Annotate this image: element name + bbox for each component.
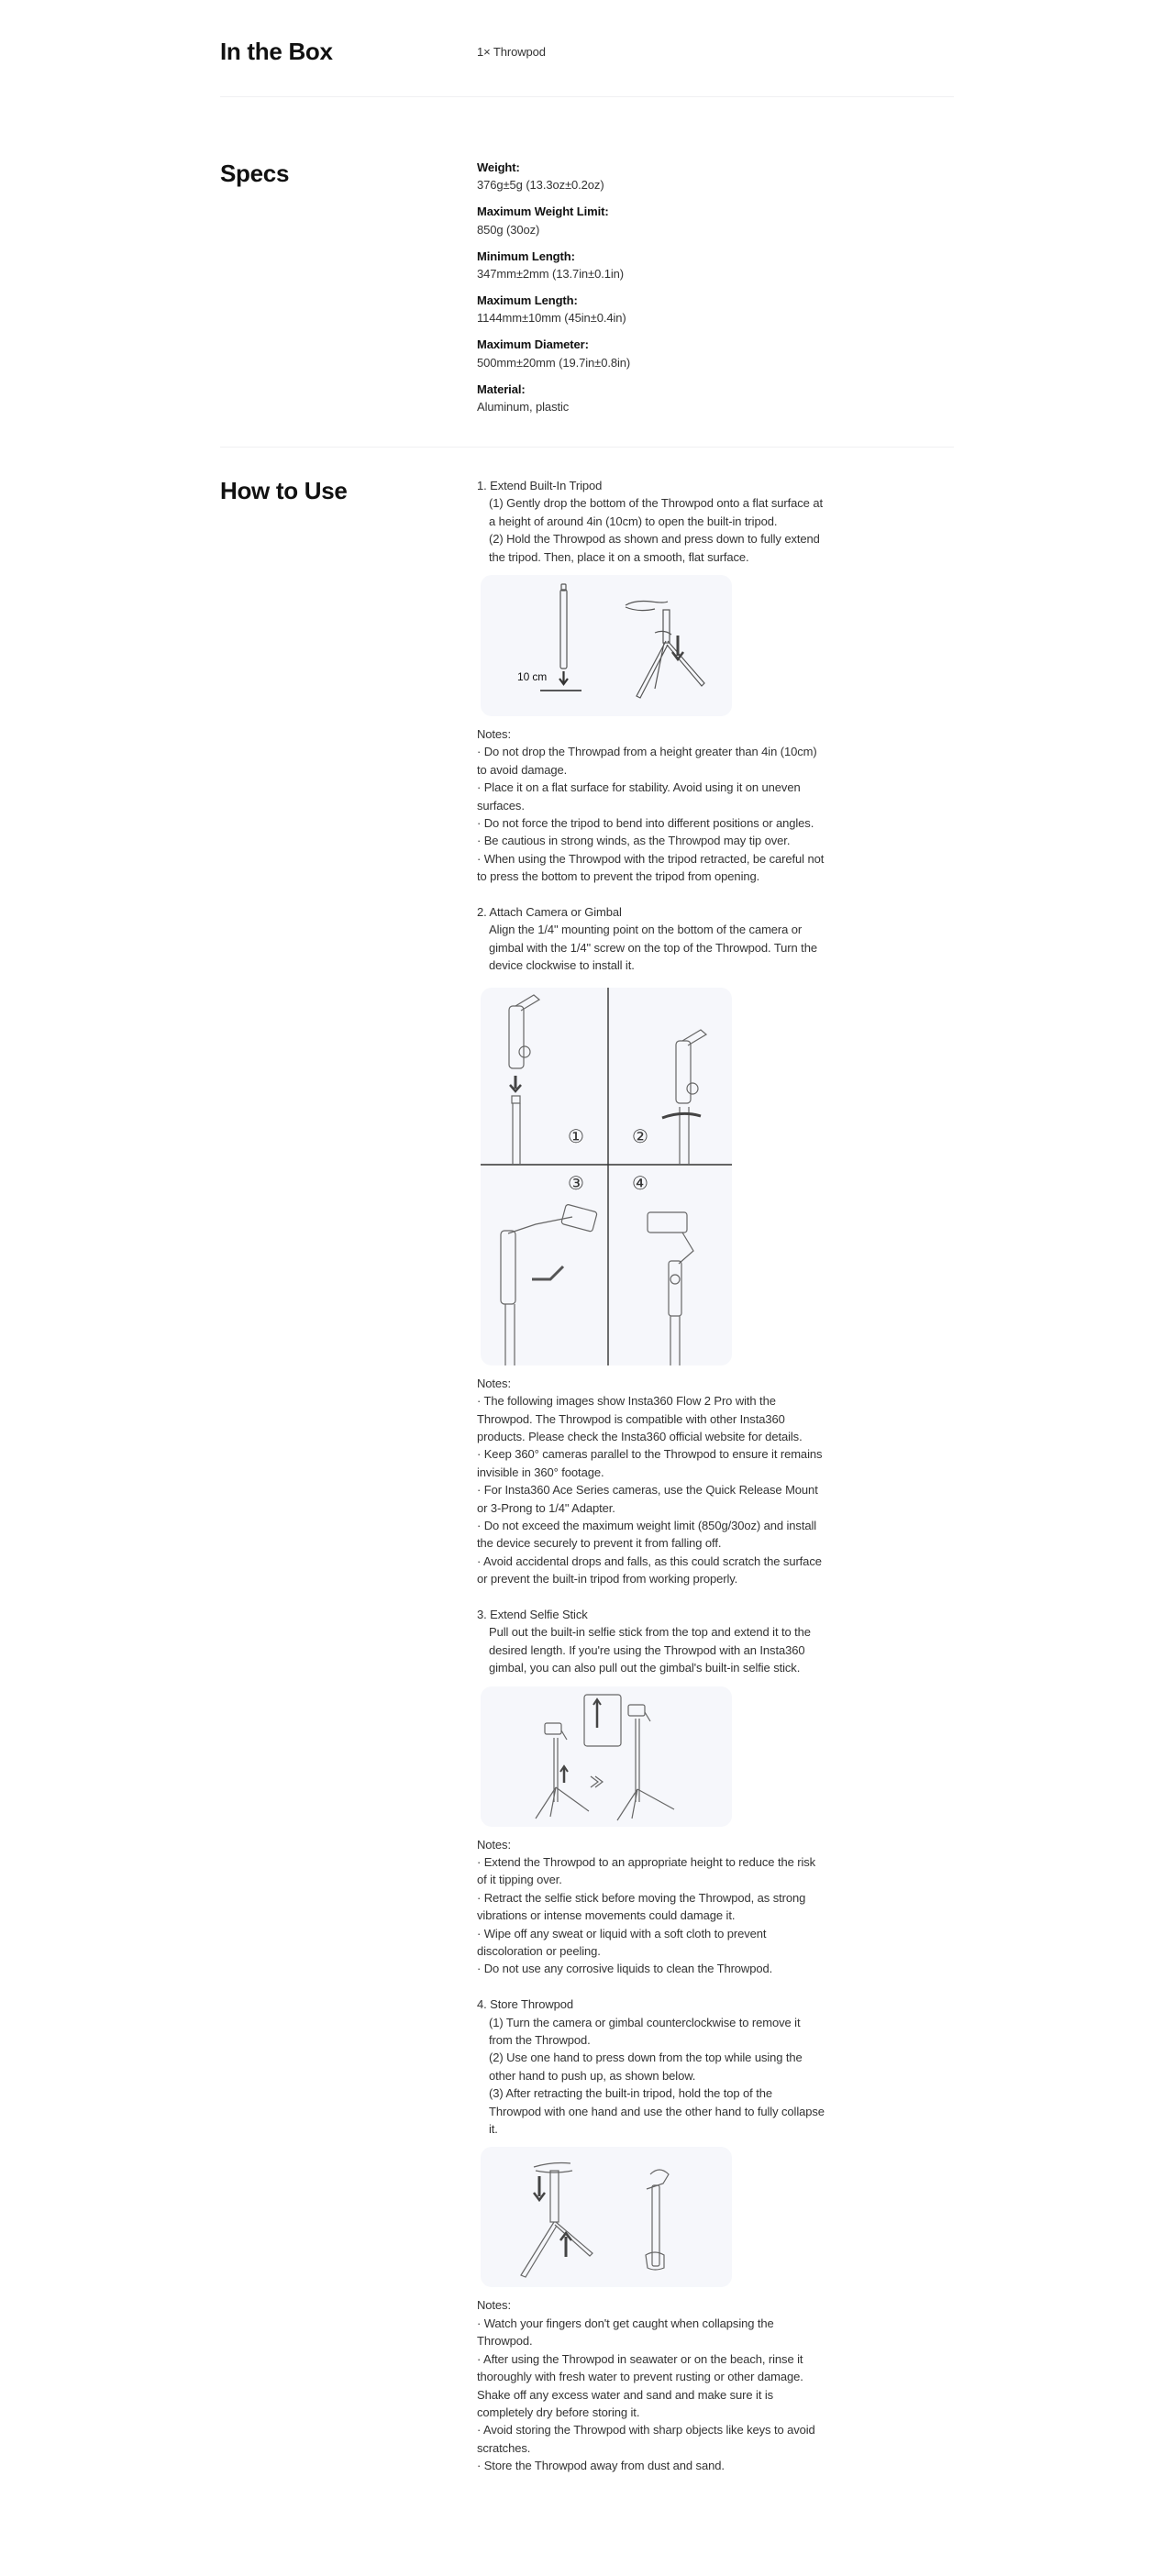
note-item: · Keep 360° cameras parallel to the Throwpod to ensure it remains invisible in 360° footage. <box>477 1447 823 1479</box>
note-item: · Watch your fingers don't get caught when collapsing the Throwpod. <box>477 2316 774 2349</box>
note-item: · Do not exceed the maximum weight limit (850g/30oz) and install the device securely to prevent it from falling off. <box>477 1518 817 1551</box>
store-throwpod-illustration <box>481 2147 732 2287</box>
spec-label: Maximum Length: <box>477 293 578 307</box>
specs-list <box>477 159 825 425</box>
selfie-stick-illustration <box>481 1686 732 1827</box>
note-item: · Avoid accidental drops and falls, as this could scratch the surface or prevent the built-in tripod from working properly. <box>477 1553 822 1587</box>
note-item: · Place it on a flat surface for stability. Avoid using it on uneven surfaces. <box>477 780 801 813</box>
notes-title: Notes: <box>477 1376 511 1390</box>
spec-value: Aluminum, plastic <box>477 399 570 414</box>
distance-label: 10 cm <box>517 670 548 684</box>
spec-value: 850g (30oz) <box>477 222 540 237</box>
attach-gimbal-illustration <box>481 988 732 1365</box>
note-item: · Avoid storing the Throwpod with sharp objects like keys to avoid scratches. <box>477 2423 815 2455</box>
divider <box>220 96 954 97</box>
spec-value: 376g±5g (13.3oz±0.2oz) <box>477 178 604 193</box>
note-item: · Retract the selfie stick before moving the Throwpod, as strong vibrations or intense movements could damage it. <box>477 1890 806 1923</box>
note-item: · After using the Throwpod in seawater or on the beach, rinse it thoroughly with fresh water to prevent rusting or other damage. Shake off any excess water and sand and make sure it is completely dry before storing it. <box>477 2351 803 2419</box>
spec-label: Weight: <box>477 160 520 174</box>
step-text: Align the 1/4" mounting point on the bottom of the camera or gimbal with the 1/4" screw on the top of the Throwpod. Turn the device clockwise to install it. <box>489 923 817 973</box>
step-text: (2) Use one hand to press down from the top while using the other hand to push up, as shown below. <box>489 2051 803 2083</box>
section-title: Specs <box>220 160 290 187</box>
step-title: 1. Extend Built-In Tripod <box>477 479 603 492</box>
note-item: · Wipe off any sweat or liquid with a soft cloth to prevent discoloration or peeling. <box>477 1926 767 1959</box>
note-item: · Do not use any corrosive liquids to clean the Throwpod. <box>477 1962 773 1976</box>
step-number-2: ② <box>632 1126 648 1147</box>
spec-label: Material: <box>477 381 526 396</box>
step-title: 2. Attach Camera or Gimbal <box>477 905 622 920</box>
step-text: (1) Gently drop the bottom of the Throwpod onto a flat surface at a height of around 4in (10cm) to open the built-in tripod. <box>489 496 823 528</box>
in-the-box-list <box>477 43 825 61</box>
note-item: · Store the Throwpod away from dust and sand. <box>477 2459 725 2473</box>
step-title: 4. Store Throwpod <box>477 1997 574 2012</box>
note-item: · Do not force the tripod to bend into different positions or angles. <box>477 816 814 831</box>
step-text: (2) Hold the Throwpod as shown and press down to fully extend the tripod. Then, place it on a smooth, flat surface. <box>489 532 820 564</box>
box-item: 1× Throwpod <box>477 45 546 59</box>
spec-value: 1144mm±10mm (45in±0.4in) <box>477 311 626 326</box>
note-item: · Do not drop the Throwpad from a height greater than 4in (10cm) to avoid damage. <box>477 745 817 777</box>
section-title: In the Box <box>220 38 333 65</box>
note-item: · When using the Throwpod with the tripod retracted, be careful not to press the bottom to prevent the tripod from opening. <box>477 851 825 884</box>
note-item: · Extend the Throwpod to an appropriate height to reduce the risk of it tipping over. <box>477 1855 816 1887</box>
note-item: · The following images show Insta360 Flow 2 Pro with the Throwpod. The Throwpod is compatible with other Insta360 products. Please check the Insta360 official website for details. <box>477 1394 803 1443</box>
step-text: Pull out the built-in selfie stick from the top and extend it to the desired length. If you're using the Throwpod with an Insta360 gimbal, you can also pull out the gimbal's built-in selfie stick. <box>489 1625 811 1675</box>
step-text: (1) Turn the camera or gimbal counterclockwise to remove it from the Throwpod. <box>489 2015 801 2048</box>
note-item: · For Insta360 Ace Series cameras, use the Quick Release Mount or 3-Prong to 1/4" Adapter. <box>477 1483 818 1515</box>
notes-title: Notes: <box>477 1837 511 1852</box>
spec-label: Maximum Weight Limit: <box>477 205 609 219</box>
spec-value: 347mm±2mm (13.7in±0.1in) <box>477 267 624 282</box>
step-text: (3) After retracting the built-in tripod, hold the top of the Throwpod with one hand and use the other hand to fully collapse it. <box>489 2086 825 2137</box>
spec-label: Maximum Diameter: <box>477 337 589 352</box>
step-number-3: ③ <box>568 1173 584 1194</box>
section-title: How to Use <box>220 477 348 504</box>
step-title: 3. Extend Selfie Stick <box>477 1607 588 1621</box>
divider <box>220 447 954 448</box>
notes-title: Notes: <box>477 2298 511 2313</box>
step-number-4: ④ <box>632 1173 648 1194</box>
spec-value: 500mm±20mm (19.7in±0.8in) <box>477 355 631 370</box>
notes-title: Notes: <box>477 727 511 742</box>
spec-label: Minimum Length: <box>477 249 575 263</box>
tripod-extend-illustration <box>481 575 732 716</box>
note-item: · Be cautious in strong winds, as the Throwpod may tip over. <box>477 834 791 848</box>
step-number-1: ① <box>568 1126 584 1147</box>
how-to-use-content <box>477 477 825 2475</box>
